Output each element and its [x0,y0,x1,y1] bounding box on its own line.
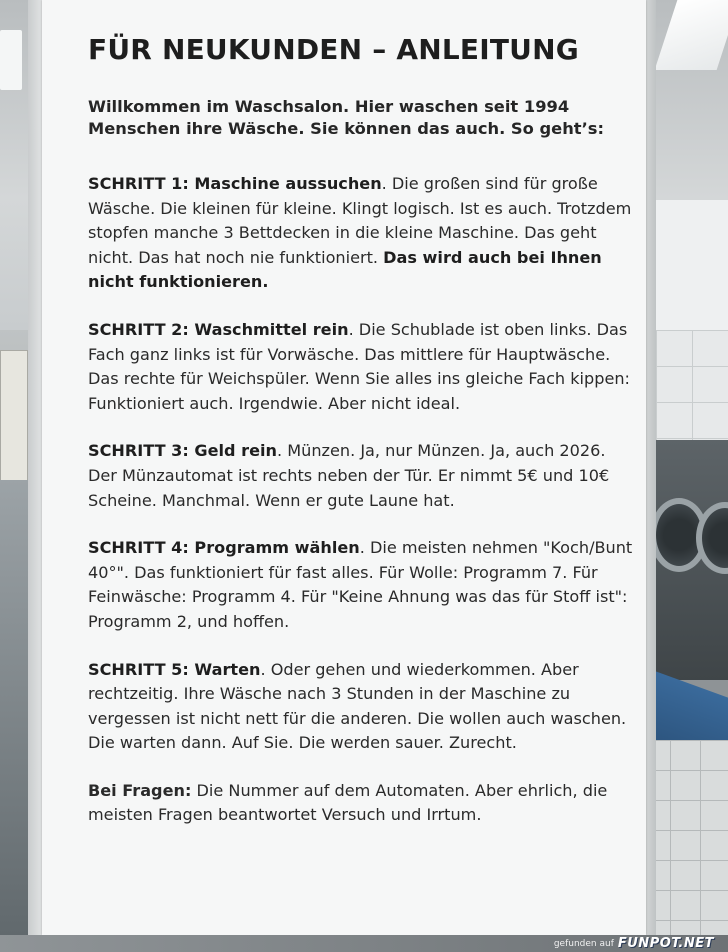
sign-content [88,30,638,828]
step-1-emphasis: Das wird auch bei Ihnen nicht funktionieren. [88,247,602,292]
ceiling-light-left [0,30,22,90]
step-3 [88,439,638,513]
step-4-body: . Die meisten nehmen "Koch/Bunt 40°". Das funktioniert für fast alles. Für Wolle: Programm 7. Für Feinwäsche: Programm 4. Für "Keine Ahnung was das für Stoff ist": Programm 2, und hoffen. [88,538,633,631]
step-5 [88,658,638,756]
step-4-heading: SCHRITT 4: Programm wählen [88,538,360,558]
step-1-body: . Die großen sind für große Wäsche. Die kleinen für kleine. Klingt logisch. Ist es auch. Trotzdem stopfen manche 3 Bettdecken in die kleine Maschine. Das geht nicht. Das hat noch nie funktioniert. [88,174,632,267]
step-4 [88,536,638,634]
step-2 [88,318,638,416]
step-3-body: . Münzen. Ja, nur Münzen. Ja, auch 2026. Der Münzautomat ist rechts neben der Tür. Er nimmt 5€ und 10€ Scheine. Manchmal. Wenn er gute Laune hat. [88,441,610,510]
step-3-heading: SCHRITT 3: Geld rein [88,441,278,461]
questions-body: Die Nummer auf dem Automaten. Aber ehrlich, die meisten Fragen beantwortet Versuch und Irrtum. [88,780,608,825]
step-2-heading: SCHRITT 2: Waschmittel rein [88,319,349,339]
instruction-sign [42,0,646,935]
step-2-body: . Die Schublade ist oben links. Das Fach ganz links ist für Vorwäsche. Das mittlere für Hauptwäsche. Das rechte für Weichspüler. Wenn Sie alles ins gleiche Fach kippen: Funktioniert auch. Irgendwie. Aber nicht ideal. [88,319,630,413]
questions-note [88,779,638,828]
step-1 [88,172,638,295]
step-5-body: . Oder gehen und wiederkommen. Aber rechtzeitig. Ihre Wäsche nach 3 Stunden in der Maschine zu vergessen ist nicht nett für die anderen. Die wollen auch waschen. Die warten dann. Auf Sie. Die werden sauer. Zurecht. [88,659,627,753]
left-door [0,350,28,482]
wall-tiles [656,330,728,440]
sign-intro: Willkommen im Waschsalon. Hier waschen seit 1994 Menschen ihre Wäsche. Sie können das auch. So geht’s: [88,97,604,138]
washing-machines [652,440,728,680]
funpot-logo: FUNPOT.NET [617,936,714,951]
questions-heading: Bei Fragen: [88,780,192,800]
watermark-credit [554,936,714,951]
credit-prefix: gefunden auf [553,938,614,949]
step-1-heading: SCHRITT 1: Maschine aussuchen [88,174,382,193]
step-5-heading: SCHRITT 5: Warten [88,659,261,679]
left-counter [0,480,30,950]
sign-title: FÜR NEUKUNDEN – ANLEITUNG [88,33,579,66]
